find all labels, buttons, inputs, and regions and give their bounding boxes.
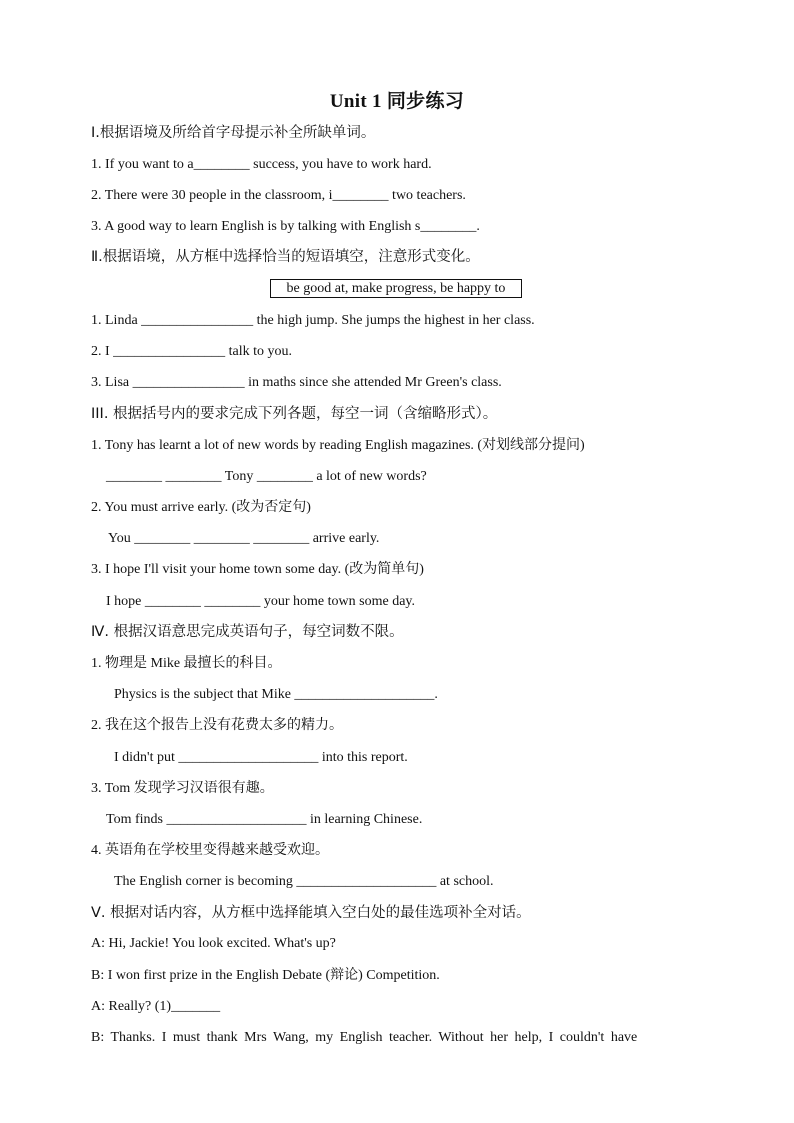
dialogue-line-4: B: Thanks. I must thank Mrs Wang, my English teacher. Without her help, I couldn't have bbox=[91, 1030, 638, 1045]
question-4-3: 3. Tom 发现学习汉语很有趣。 bbox=[91, 781, 274, 796]
question-4-4: 4. 英语角在学校里变得越来越受欢迎。 bbox=[91, 843, 329, 858]
question-2-1: 1. Linda ________________ the high jump. She jumps the highest in her class. bbox=[91, 313, 535, 328]
word-box: be good at, make progress, be happy to bbox=[270, 279, 522, 298]
dialogue-line-3: A: Really? (1)_______ bbox=[91, 999, 221, 1014]
question-3-2: 2. You must arrive early. (改为否定句) bbox=[91, 500, 311, 515]
answer-3-1: ________ ________ Tony ________ a lot of new words? bbox=[106, 469, 427, 484]
answer-3-2: You ________ ________ ________ arrive early. bbox=[108, 531, 380, 546]
question-1-3: 3. A good way to learn English is by talking with English s________. bbox=[91, 219, 480, 234]
question-3-1: 1. Tony has learnt a lot of new words by reading English magazines. (对划线部分提问) bbox=[91, 438, 585, 453]
answer-3-3: I hope ________ ________ your home town some day. bbox=[106, 594, 415, 609]
question-3-3: 3. I hope I'll visit your home town some day. (改为简单句) bbox=[91, 562, 424, 577]
question-1-2: 2. There were 30 people in the classroom, i________ two teachers. bbox=[91, 188, 466, 203]
dialogue-line-1: A: Hi, Jackie! You look excited. What's up? bbox=[91, 936, 336, 951]
answer-4-1: Physics is the subject that Mike ____________________. bbox=[114, 687, 438, 702]
section-heading-4: Ⅳ. 根据汉语意思完成英语句子，每空词数不限。 bbox=[91, 624, 404, 640]
dialogue-line-2: B: I won first prize in the English Debate (辩论) Competition. bbox=[91, 968, 440, 983]
question-2-2: 2. I ________________ talk to you. bbox=[91, 344, 293, 359]
answer-4-3: Tom finds ____________________ in learning Chinese. bbox=[106, 812, 423, 827]
question-4-2: 2. 我在这个报告上没有花费太多的精力。 bbox=[91, 718, 343, 733]
section-heading-3: III. 根据括号内的要求完成下列各题，每空一词（含缩略形式）。 bbox=[91, 406, 498, 422]
section-heading-5: Ⅴ. 根据对话内容，从方框中选择能填入空白处的最佳选项补全对话。 bbox=[91, 905, 531, 921]
page-title: Unit 1 同步练习 bbox=[329, 91, 465, 112]
section-heading-2: Ⅱ.根据语境，从方框中选择恰当的短语填空，注意形式变化。 bbox=[91, 249, 480, 265]
answer-4-2: I didn't put ____________________ into this report. bbox=[114, 750, 408, 765]
question-1-1: 1. If you want to a________ success, you have to work hard. bbox=[91, 157, 432, 172]
section-heading-1: Ⅰ.根据语境及所给首字母提示补全所缺单词。 bbox=[91, 125, 376, 141]
question-4-1: 1. 物理是 Mike 最擅长的科目。 bbox=[91, 656, 282, 671]
question-2-3: 3. Lisa ________________ in maths since she attended Mr Green's class. bbox=[91, 375, 502, 390]
answer-4-4: The English corner is becoming ____________________ at school. bbox=[114, 874, 494, 889]
